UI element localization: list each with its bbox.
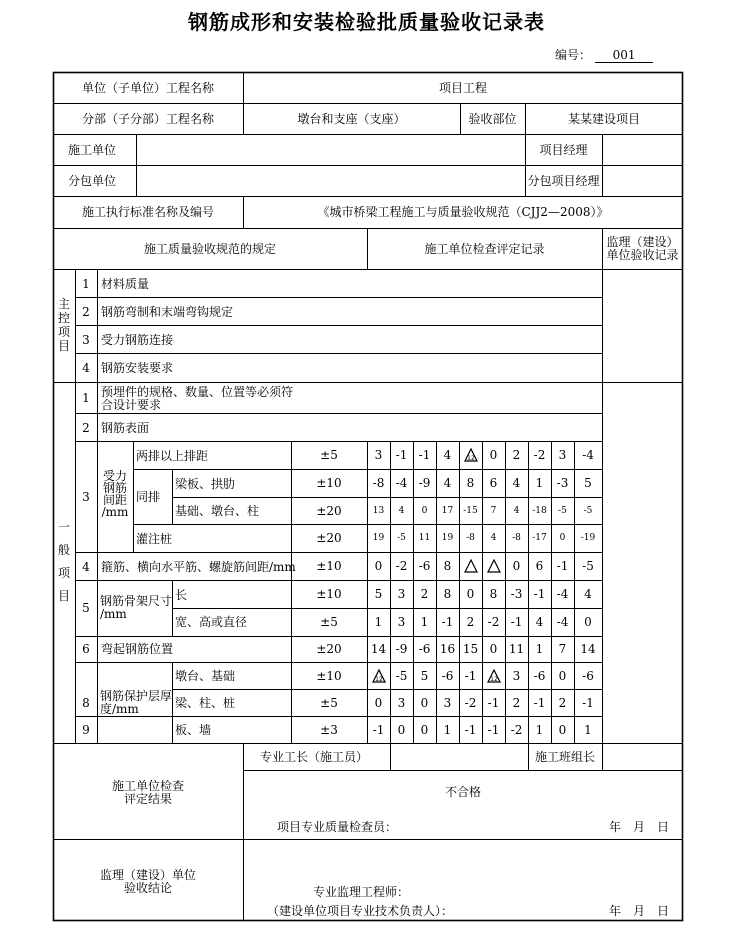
measurement-cell: -8 [466, 533, 475, 543]
measurement-cell: -2 [487, 615, 500, 629]
measurement-cell: -4 [395, 476, 408, 490]
measurement-cell: 4 [512, 476, 521, 490]
warning-triangle-icon [464, 559, 478, 573]
measurement-cell: -8 [372, 476, 385, 490]
measurement-cell: 8 [443, 587, 452, 601]
measurement-cell: 3 [443, 695, 452, 710]
measurement-cell: -9 [395, 642, 408, 656]
measurement-cell: 0 [489, 448, 498, 462]
main-item-text: 钢筋安装要求 [101, 361, 174, 375]
measurement-cell: 11 [418, 533, 431, 543]
inspection-part-value: 某某建设项目 [567, 112, 640, 126]
measurement-cell: 2 [466, 615, 475, 629]
main-control-label: 主 控 项 目 [57, 297, 70, 353]
row-beam-col-label: 梁、柱、桩 [175, 696, 236, 710]
measurement-cell: 6 [489, 476, 498, 490]
sub-project-label: 分部（子分部）工程名称 [81, 112, 214, 126]
main-item-no: 2 [82, 305, 90, 319]
measurement-cell: 16 [439, 642, 456, 656]
svg-text:12: 12 [489, 675, 498, 683]
measurement-cell: 3 [374, 448, 383, 462]
measurement-cell: -15 [463, 505, 478, 516]
measurement-cell: -1 [441, 615, 454, 629]
contractor-label: 施工单位 [68, 143, 117, 157]
measurement-cell: 0 [374, 559, 383, 573]
rebar-spacing-label: 受力 钢筋 间距 /mm [101, 469, 129, 519]
svg-text:12: 12 [374, 675, 383, 683]
measurement-cell: 0 [489, 642, 498, 656]
measurement-cell: 0 [584, 615, 592, 629]
measurement-cell: -2 [464, 695, 477, 710]
measurement-cell: 6 [535, 559, 544, 573]
measurement-cell: 13 [372, 505, 385, 516]
measurement-cell: 0 [374, 695, 383, 710]
page-title: 钢筋成形和安装检验批质量验收记录表 [188, 10, 545, 34]
measurement-cell: -1 [395, 448, 408, 462]
measurement-cell: 3 [558, 448, 567, 462]
main-item-no: 3 [82, 333, 90, 347]
general-item-text: 合设计要求 [101, 398, 162, 412]
measurement-cell: 3 [397, 615, 406, 629]
measurement-cell: 0 [397, 722, 406, 737]
measurement-cell: 11 [508, 642, 525, 656]
spec-header: 施工质量验收规范的规定 [143, 242, 276, 256]
sub-project-value: 墩台和支座（支座） [297, 112, 406, 126]
general-item-text: 箍筋、横向水平筋、螺旋筋间距/mm [101, 560, 296, 574]
measurement-cell: -1 [582, 695, 594, 710]
measurement-cell: 0 [512, 559, 521, 573]
measurement-cell: -6 [441, 668, 454, 683]
measurement-cell: -5 [583, 505, 593, 516]
measurement-cell: 17 [441, 505, 454, 516]
check-header: 施工单位检查评定记录 [424, 242, 545, 256]
row-base-label: 基础、墩台、柱 [175, 504, 260, 518]
warning-triangle-icon [487, 559, 501, 573]
measurement-cell: 0 [420, 695, 429, 710]
general-item-no: 9 [82, 723, 90, 737]
tolerance-cell: ±20 [316, 642, 342, 656]
measurement-cell: -4 [556, 615, 569, 629]
measurement-cell: -4 [556, 587, 569, 601]
tolerance-cell: ±10 [316, 587, 342, 601]
date-label-2: 年 月 日 [609, 904, 670, 918]
main-item-text: 钢筋弯制和末端弯钩规定 [101, 305, 234, 319]
measurement-cell: 8 [443, 559, 452, 573]
tolerance-cell: ±10 [316, 559, 342, 573]
measurement-cell: -6 [418, 642, 431, 656]
measurement-cell: 1 [535, 642, 544, 656]
measurement-cell: 1 [420, 615, 429, 629]
warning-triangle-icon [464, 448, 478, 462]
tolerance-cell: ±5 [320, 448, 338, 462]
check-result-label-1: 施工单位检查 [111, 779, 184, 793]
measurement-cell: 1 [535, 722, 544, 737]
measurement-cell: -1 [533, 587, 546, 601]
tolerance-cell: ±5 [320, 615, 338, 629]
measurement-cell: -19 [580, 533, 596, 543]
measurement-cell: -5 [558, 505, 567, 516]
row-wide-label: 宽、高或直径 [175, 615, 248, 629]
row-pile-label: 灌注桩 [136, 532, 173, 546]
measurement-cell: 2 [558, 695, 567, 710]
main-item-text: 受力钢筋连接 [101, 333, 174, 347]
measurement-cell: -5 [397, 533, 406, 543]
inspector-label: 项目专业质量检查员： [277, 820, 398, 834]
measurement-cell: 8 [489, 587, 498, 601]
warning-triangle-icon [372, 669, 386, 683]
date-label: 年 月 日 [609, 820, 670, 834]
subcontractor-label: 分包单位 [68, 174, 117, 188]
measurement-cell: 15 [462, 642, 479, 656]
doc-number-label: 编号： [555, 48, 592, 62]
measurement-cell: -1 [487, 722, 500, 737]
check-result-label-2: 评定结果 [123, 792, 172, 806]
measurement-cell: 14 [370, 642, 387, 656]
skeleton-size-label: 钢筋骨架尺寸 /mm [100, 594, 173, 621]
measurement-cell: -2 [533, 448, 546, 462]
general-label: 一 般 项 目 [57, 520, 70, 603]
unit-name-label: 单位（子单位）工程名称 [81, 81, 214, 95]
cover-thickness-label: 钢筋保护层厚 度/mm [100, 689, 173, 716]
svg-text:12: 12 [466, 455, 475, 462]
measurement-cell: 4 [443, 476, 452, 490]
same-row-label: 同排 [136, 490, 161, 504]
row-beam-label: 梁板、拱肋 [175, 477, 236, 491]
measurement-cell: 3 [512, 668, 521, 683]
general-item-no: 8 [82, 696, 90, 710]
measurement-cell: -2 [395, 559, 408, 573]
supervision-header-2: 单位验收记录 [606, 248, 679, 262]
measurement-cell: -3 [556, 476, 569, 490]
measurement-cell: -18 [532, 505, 547, 516]
measurement-cell: 2 [512, 448, 521, 462]
supervision-label-1: 监理（建设）单位 [99, 868, 196, 882]
tech-lead-label: （建设单位项目专业技术负责人）： [267, 904, 454, 918]
general-item-text: 预埋件的规格、数量、位置等必须符 [101, 385, 294, 399]
measurement-cell: 7 [558, 642, 567, 656]
measurement-cell: 3 [397, 587, 406, 601]
measurement-cell: -5 [582, 559, 594, 573]
measurement-cell: -4 [582, 448, 594, 462]
measurement-cell: 4 [443, 448, 452, 462]
measurement-cell: 8 [466, 476, 475, 490]
measurement-cell: -1 [372, 722, 385, 737]
foreman-label: 专业工长（施工员） [260, 750, 369, 764]
doc-number-value: 001 [595, 48, 653, 63]
measurement-cell: 0 [559, 533, 566, 543]
check-result-value: 不合格 [444, 785, 481, 799]
measurement-cell: 7 [490, 505, 497, 516]
row-long-label: 长 [175, 588, 188, 602]
measurement-cell: -1 [487, 695, 500, 710]
measurement-cell: 4 [584, 587, 592, 601]
measurement-cell: -1 [510, 615, 523, 629]
inspection-part-label: 验收部位 [468, 112, 517, 126]
measurement-cell: -2 [510, 722, 523, 737]
measurement-cell: 2 [420, 587, 429, 601]
general-item-no: 3 [82, 490, 90, 504]
measurement-cell: 0 [466, 587, 475, 601]
general-item-no: 2 [82, 421, 90, 435]
tolerance-cell: ±20 [316, 503, 342, 518]
measurement-cell: 1 [535, 476, 544, 490]
project-manager-label: 项目经理 [539, 143, 588, 157]
measurement-cell: 4 [535, 615, 544, 629]
row-slab-label: 板、墙 [175, 723, 212, 737]
tolerance-cell: ±5 [320, 695, 338, 710]
tolerance-cell: ±10 [316, 668, 342, 683]
measurement-cell: -6 [582, 668, 594, 683]
measurement-cell: 4 [513, 505, 520, 516]
tolerance-cell: ±20 [316, 531, 342, 545]
measurement-cell: -1 [556, 559, 569, 573]
general-item-text: 弯起钢筋位置 [101, 642, 174, 656]
measurement-cell: 0 [558, 668, 567, 683]
measurement-cell: -3 [510, 587, 523, 601]
general-item-no: 6 [82, 642, 90, 656]
main-item-no: 1 [82, 277, 90, 291]
measurement-cell: 5 [420, 668, 429, 683]
measurement-cell: 5 [374, 587, 383, 601]
tolerance-cell: ±3 [320, 722, 338, 737]
measurement-cell: -6 [418, 559, 431, 573]
measurement-cell: -17 [532, 533, 547, 543]
tolerance-cell: ±10 [316, 476, 342, 490]
standard-label: 施工执行标准名称及编号 [81, 205, 214, 219]
general-item-text: 钢筋表面 [101, 421, 150, 435]
general-item-no: 1 [82, 391, 90, 405]
measurement-cell: -8 [512, 533, 521, 543]
team-leader-label: 施工班组长 [534, 750, 595, 764]
measurement-cell: -1 [464, 722, 477, 737]
row-pier-label: 墩台、基础 [175, 669, 236, 683]
main-item-text: 材料质量 [101, 277, 150, 291]
measurement-cell: 4 [490, 533, 497, 543]
general-item-no: 5 [82, 601, 90, 615]
general-item-no: 4 [82, 560, 90, 574]
supervision-header-1: 监理（建设） [606, 235, 679, 249]
measurement-cell: -1 [464, 668, 477, 683]
measurement-cell: 3 [397, 695, 406, 710]
sub-pm-label: 分包项目经理 [527, 174, 600, 188]
measurement-cell: 1 [584, 722, 592, 737]
measurement-cell: -1 [418, 448, 431, 462]
engineer-label: 专业监理工程师： [313, 885, 410, 899]
warning-triangle-icon [487, 669, 501, 683]
unit-name-value: 项目工程 [438, 81, 487, 95]
measurement-cell: 2 [512, 695, 521, 710]
measurement-cell: 1 [374, 615, 383, 629]
measurement-cell: -6 [533, 668, 546, 683]
measurement-cell: 14 [580, 642, 596, 656]
main-item-no: 4 [82, 361, 90, 375]
measurement-cell: -1 [533, 695, 546, 710]
measurement-cell: 4 [398, 505, 405, 516]
supervision-label-2: 验收结论 [123, 881, 172, 895]
measurement-cell: -9 [418, 476, 431, 490]
measurement-cell: 19 [441, 533, 454, 543]
measurement-cell: 19 [372, 533, 385, 543]
measurement-cell: -5 [395, 668, 408, 683]
row-double-label: 两排以上排距 [136, 449, 209, 463]
measurement-cell: 1 [443, 722, 452, 737]
measurement-cell: 0 [558, 722, 567, 737]
standard-value: 《城市桥梁工程施工与质量验收规范（CJJ2—2008）》 [317, 205, 609, 219]
measurement-cell: 0 [420, 722, 429, 737]
measurement-cell: 5 [584, 476, 592, 490]
measurement-cell: 0 [421, 505, 428, 516]
